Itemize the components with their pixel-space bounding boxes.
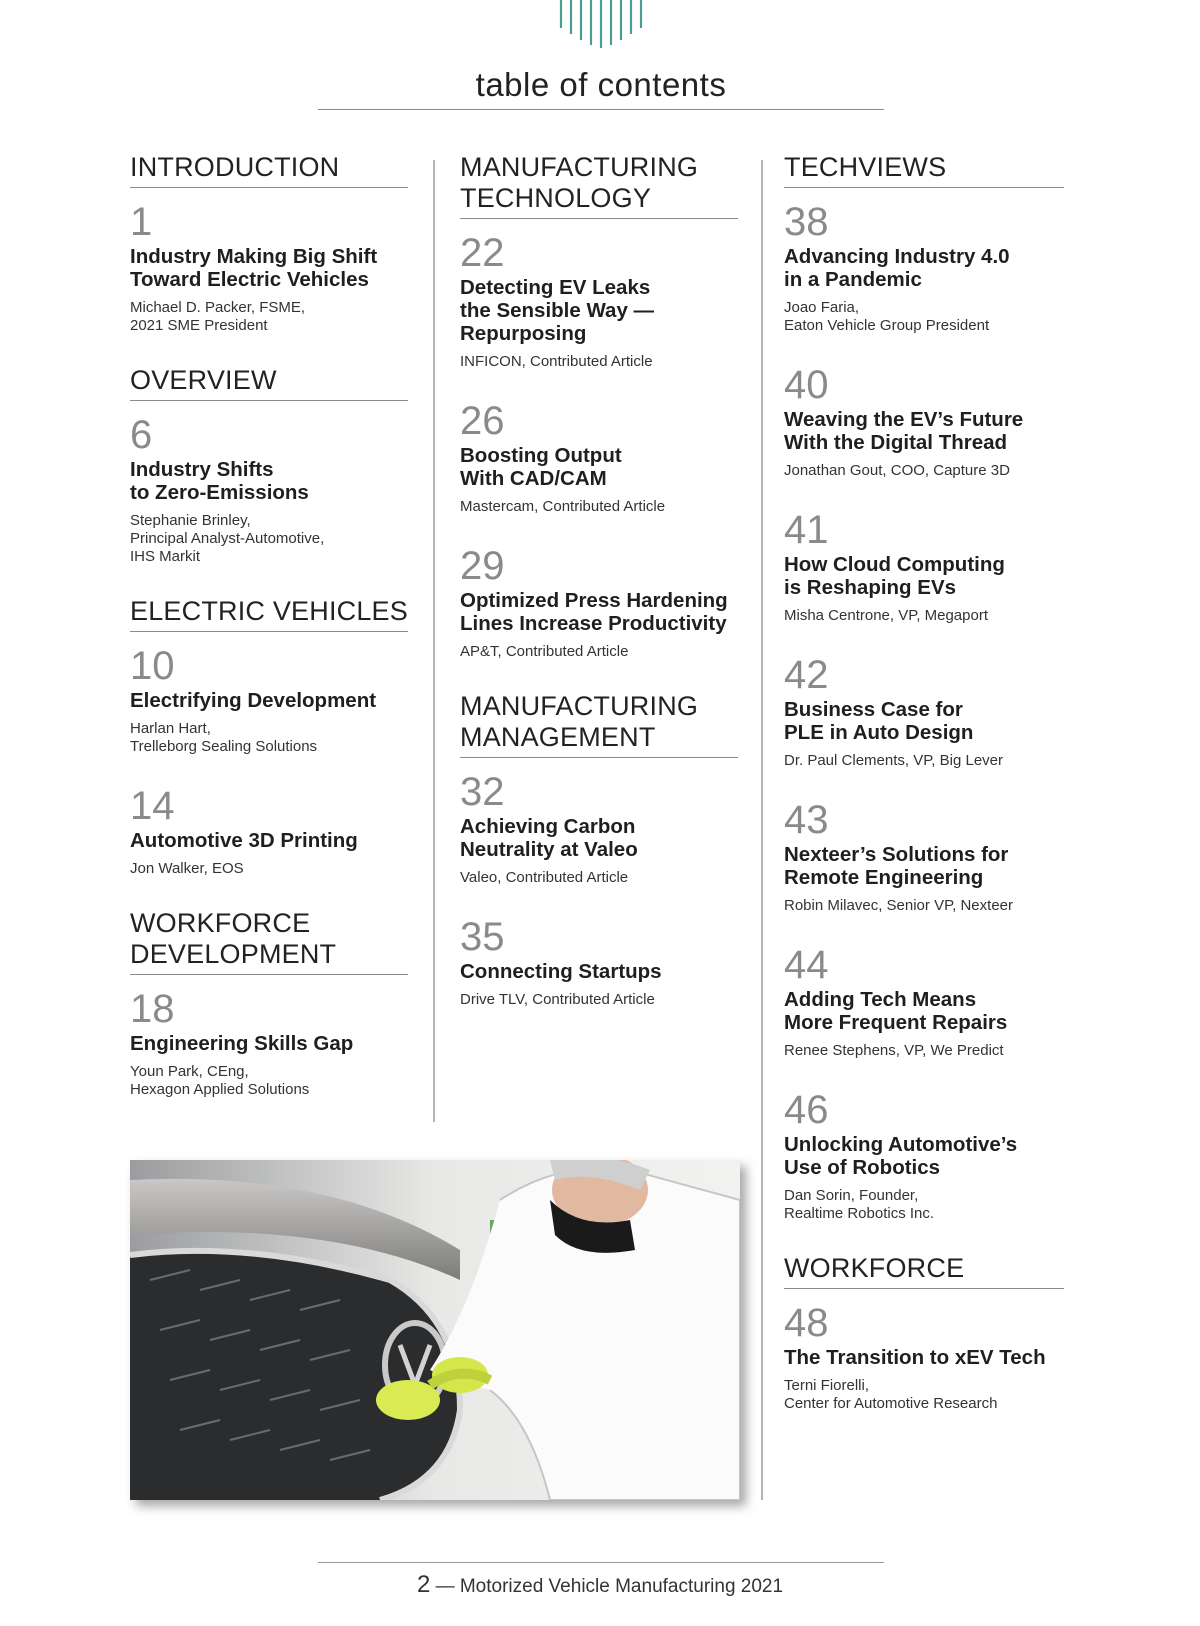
decorative-lines-icon — [556, 0, 646, 48]
page-number: 26 — [460, 399, 505, 443]
toc-entry[interactable] — [460, 401, 738, 516]
article-title: Industry Making Big Shift Toward Electric Vehicles — [130, 245, 378, 291]
article-author: Drive TLV, Contributed Article — [460, 991, 655, 1008]
toc-entry[interactable] — [130, 786, 408, 878]
page-footer — [0, 1571, 1200, 1599]
toc-section — [130, 365, 408, 566]
article-author: Joao Faria, Eaton Vehicle Group President — [784, 299, 990, 334]
toc-entry[interactable] — [130, 646, 408, 756]
article-author: Dan Sorin, Founder, Realtime Robotics Inc. — [784, 1187, 935, 1222]
article-title: Automotive 3D Printing — [130, 829, 358, 852]
page-number: 18 — [130, 987, 175, 1031]
toc-entry[interactable] — [784, 202, 1064, 335]
toc-entry[interactable] — [460, 772, 738, 887]
toc-entry[interactable] — [130, 989, 408, 1099]
page-title: table of contents — [475, 66, 727, 103]
page-number: 42 — [784, 653, 829, 697]
toc-entry[interactable] — [460, 917, 738, 1009]
toc-column — [130, 152, 408, 1129]
article-title: Optimized Press Hardening Lines Increase Productivity — [460, 589, 728, 635]
toc-column — [784, 152, 1064, 1443]
article-title: Weaving the EV’s Future With the Digital Thread — [784, 408, 1024, 454]
footer-page-number: 2 — [416, 1571, 431, 1598]
toc-entry[interactable] — [784, 1303, 1064, 1413]
article-title: Connecting Startups — [460, 960, 662, 983]
car-grille-photo — [130, 1160, 740, 1500]
page-number: 43 — [784, 798, 829, 842]
article-author: Renee Stephens, VP, We Predict — [784, 1042, 1004, 1059]
footer-divider — [318, 1562, 884, 1563]
article-author: Mastercam, Contributed Article — [460, 498, 666, 515]
article-title: Engineering Skills Gap — [130, 1032, 354, 1055]
toc-entry[interactable] — [784, 1090, 1064, 1223]
article-author: Robin Milavec, Senior VP, Nexteer — [784, 897, 1013, 914]
article-title: Electrifying Development — [130, 689, 377, 712]
page-number: 6 — [130, 413, 153, 457]
page-number: 44 — [784, 943, 829, 987]
article-author: Stephanie Brinley, Principal Analyst-Automotive, IHS Markit — [130, 512, 325, 565]
toc-section — [130, 152, 408, 335]
section-title: OVERVIEW — [130, 365, 408, 401]
toc-entry[interactable] — [460, 546, 738, 661]
article-author: Youn Park, CEng, Hexagon Applied Solutions — [130, 1063, 310, 1098]
article-title: Boosting Output With CAD/CAM — [460, 444, 622, 490]
toc-entry[interactable] — [784, 655, 1064, 770]
toc-entry[interactable] — [784, 510, 1064, 625]
footer-publication: Motorized Vehicle Manufacturing 2021 — [459, 1576, 784, 1597]
toc-section — [130, 596, 408, 878]
toc-section — [784, 1253, 1064, 1413]
page-number: 41 — [784, 508, 829, 552]
toc-section — [784, 152, 1064, 1223]
section-title: MANUFACTURING TECHNOLOGY — [460, 152, 738, 219]
footer-separator: — — [435, 1576, 455, 1597]
article-author: Jon Walker, EOS — [130, 860, 244, 877]
article-author: Harlan Hart, Trelleborg Sealing Solutions — [130, 720, 318, 755]
page-number: 46 — [784, 1088, 829, 1132]
article-author: INFICON, Contributed Article — [460, 353, 653, 370]
toc-entry[interactable] — [784, 800, 1064, 915]
toc-column — [460, 152, 738, 1039]
page-number: 14 — [130, 784, 175, 828]
article-author: Michael D. Packer, FSME, 2021 SME President — [130, 299, 306, 334]
toc-entry[interactable] — [784, 945, 1064, 1060]
toc-entry[interactable] — [460, 233, 738, 371]
section-title: WORKFORCE — [784, 1253, 1064, 1289]
article-title: Adding Tech Means More Frequent Repairs — [784, 988, 1008, 1034]
article-title: How Cloud Computing is Reshaping EVs — [784, 553, 1005, 599]
article-title: Industry Shifts to Zero-Emissions — [130, 458, 309, 504]
article-title: Unlocking Automotive’s Use of Robotics — [784, 1133, 1018, 1179]
article-author: Jonathan Gout, COO, Capture 3D — [784, 462, 1010, 479]
page-number: 38 — [784, 200, 829, 244]
page-number: 10 — [130, 644, 175, 688]
article-title: Advancing Industry 4.0 in a Pandemic — [784, 245, 1010, 291]
article-author: Valeo, Contributed Article — [460, 869, 629, 886]
article-title: Nexteer’s Solutions for Remote Engineering — [784, 843, 1009, 889]
article-title: The Transition to xEV Tech — [784, 1346, 1046, 1369]
page-number: 35 — [460, 915, 505, 959]
toc-section — [460, 691, 738, 1009]
section-title: WORKFORCE DEVELOPMENT — [130, 908, 408, 975]
page-number: 29 — [460, 544, 505, 588]
page-number: 32 — [460, 770, 505, 814]
article-author: Misha Centrone, VP, Megaport — [784, 607, 989, 624]
column-divider — [761, 160, 763, 1500]
section-title: MANUFACTURING MANAGEMENT — [460, 691, 738, 758]
article-title: Business Case for PLE in Auto Design — [784, 698, 974, 744]
section-title: TECHVIEWS — [784, 152, 1064, 188]
article-author: Terni Fiorelli, Center for Automotive Research — [784, 1377, 998, 1412]
toc-entry[interactable] — [130, 202, 408, 335]
toc-entry[interactable] — [784, 365, 1064, 480]
title-divider — [318, 109, 884, 110]
toc-section — [130, 908, 408, 1099]
article-author: AP&T, Contributed Article — [460, 643, 629, 660]
page-number: 48 — [784, 1301, 829, 1345]
section-title: INTRODUCTION — [130, 152, 408, 188]
page-number: 40 — [784, 363, 829, 407]
article-author: Dr. Paul Clements, VP, Big Lever — [784, 752, 1003, 769]
article-title: Achieving Carbon Neutrality at Valeo — [460, 815, 638, 861]
toc-section — [460, 152, 738, 661]
column-divider — [433, 160, 435, 1122]
page-number: 1 — [130, 200, 153, 244]
article-title: Detecting EV Leaks the Sensible Way — Repurposing — [460, 276, 655, 345]
section-title: ELECTRIC VEHICLES — [130, 596, 408, 632]
toc-entry[interactable] — [130, 415, 408, 566]
page-number: 22 — [460, 231, 505, 275]
